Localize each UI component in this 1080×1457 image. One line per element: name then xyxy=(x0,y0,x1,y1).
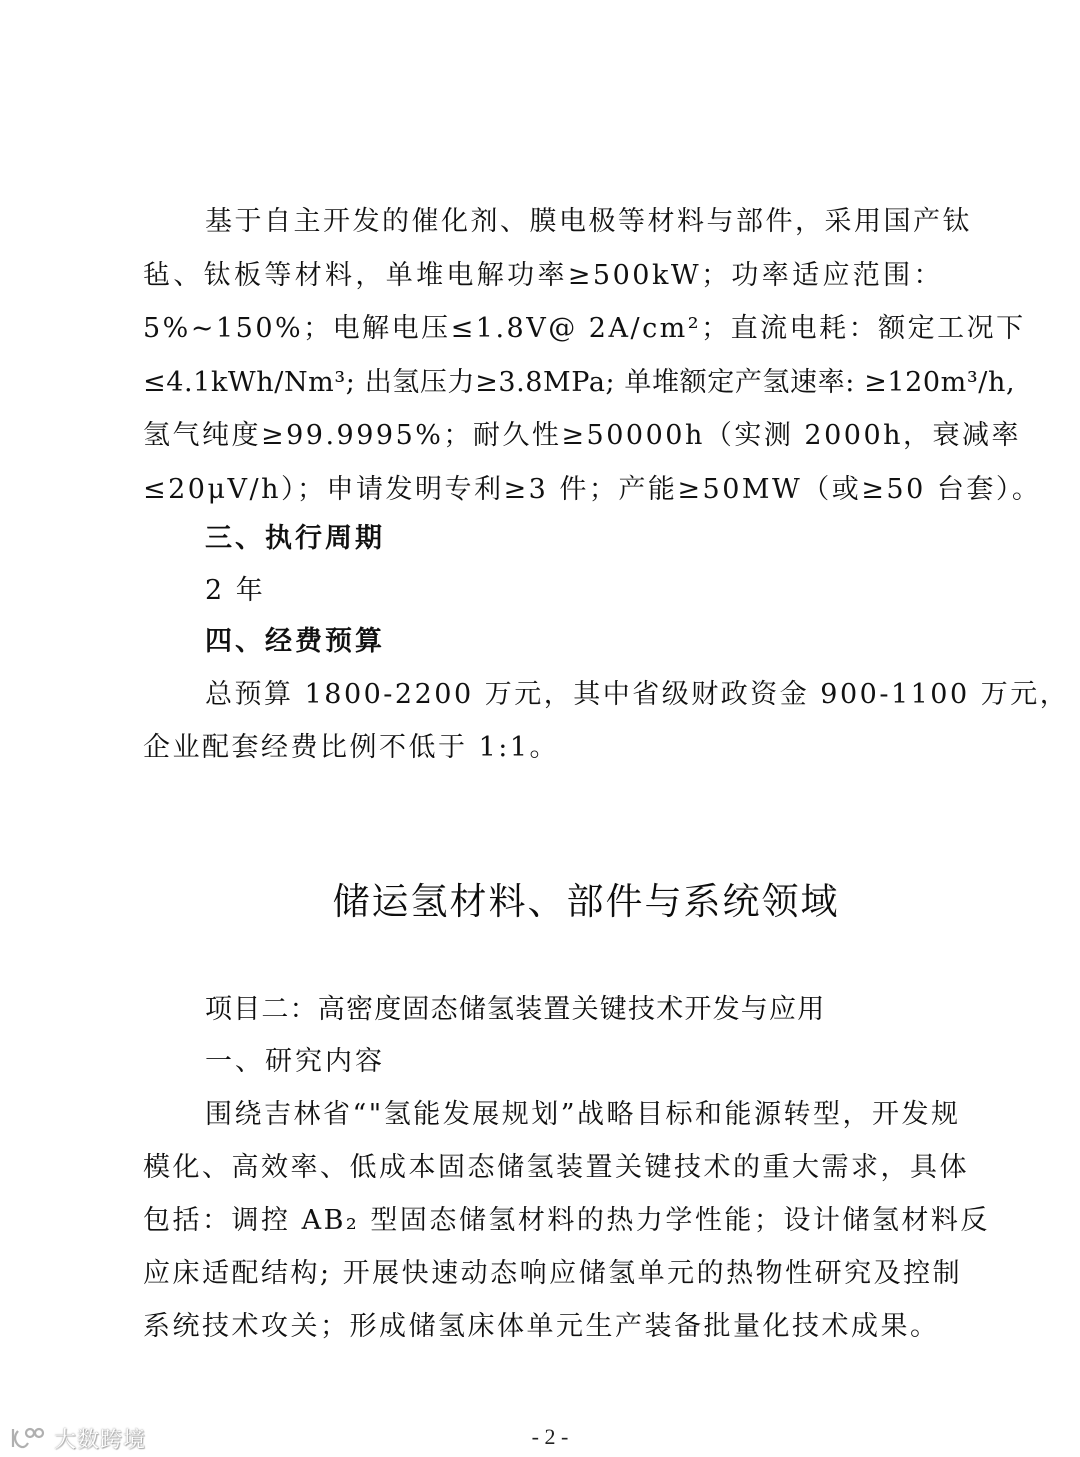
research-heading: 一、研究内容 xyxy=(205,1046,385,1077)
section-title: 储运氢材料、部件与系统领域 xyxy=(332,880,840,923)
research-line-4: 应床适配结构; 开展快速动态响应储氢单元的热物性研究及控制 xyxy=(143,1258,963,1289)
spec-paragraph-line-2: 毡、钛板等材料，单堆电解功率≥500kW；功率适应范围： xyxy=(143,260,943,291)
page-number: - 2 - xyxy=(531,1424,569,1449)
period-heading: 三、执行周期 xyxy=(205,523,385,554)
spec-paragraph-line-1: 基于自主开发的催化剂、膜电极等材料与部件，采用国产钛 xyxy=(205,206,972,237)
budget-heading: 四、经费预算 xyxy=(205,626,385,657)
spec-paragraph-line-4: ≤4.1kWh/Nm³; 出氢压力≥3.8MPa; 单堆额定产氢速率: ≥120m³/h, xyxy=(143,367,1016,398)
project-title: 项目二：高密度固态储氢装置关键技术开发与应用 xyxy=(205,994,826,1025)
dashu-kuajing-logo-icon xyxy=(8,1425,46,1451)
watermark-text: 大数跨境 xyxy=(54,1427,147,1453)
research-line-1: 围绕吉林省“"氢能发展规划”战略目标和能源转型，开发规 xyxy=(205,1099,961,1130)
budget-line-2: 企业配套经费比例不低于 1:1。 xyxy=(143,732,560,763)
research-line-2: 模化、高效率、低成本固态储氢装置关键技术的重大需求，具体 xyxy=(143,1152,969,1183)
research-line-3: 包括：调控 AB₂ 型固态储氢材料的热力学性能；设计储氢材料反 xyxy=(143,1205,990,1236)
spec-paragraph-line-5: 氢气纯度≥99.9995%；耐久性≥50000h（实测 2000h，衰减率 xyxy=(143,420,1022,451)
research-line-5: 系统技术攻关；形成储氢床体单元生产装备批量化技术成果。 xyxy=(143,1311,940,1342)
watermark xyxy=(8,1424,146,1452)
budget-line-1: 总预算 1800-2200 万元，其中省级财政资金 900-1100 万元， xyxy=(205,679,1070,710)
spec-paragraph-line-6: ≤20μV/h）；申请发明专利≥3 件；产能≥50MW（或≥50 台套）。 xyxy=(143,474,1042,505)
spec-paragraph-line-3: 5%~150%；电解电压≤1.8V@ 2A/cm²；直流电耗：额定工况下 xyxy=(143,313,1026,344)
period-value: 2 年 xyxy=(205,575,266,606)
